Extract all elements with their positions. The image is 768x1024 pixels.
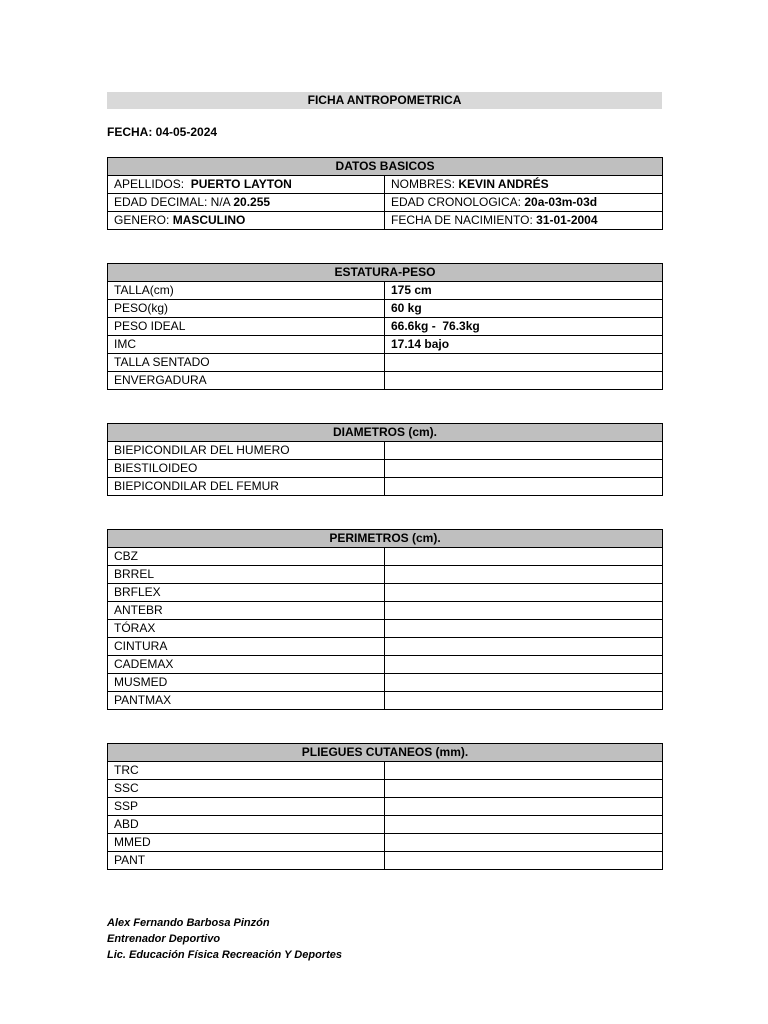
row-label: BIEPICONDILAR DEL FEMUR — [108, 478, 385, 496]
row-label: PESO(kg) — [108, 300, 385, 318]
table-row — [108, 674, 663, 692]
table-row — [108, 300, 663, 318]
row-label: SSP — [108, 798, 385, 816]
table-row — [108, 336, 663, 354]
row-label: MUSMED — [108, 674, 385, 692]
table-row — [108, 762, 663, 780]
row-value — [385, 372, 663, 390]
diametros-table — [107, 423, 663, 496]
row-label: BRFLEX — [108, 584, 385, 602]
page-title: FICHA ANTROPOMETRICA — [107, 92, 662, 109]
table-row — [108, 852, 663, 870]
signature-degree: Lic. Educación Física Recreación Y Deportes — [107, 949, 342, 961]
row-label: BIEPICONDILAR DEL HUMERO — [108, 442, 385, 460]
row-label: ANTEBR — [108, 602, 385, 620]
edad-decimal-value: 20.255 — [233, 195, 271, 209]
fecha: FECHA: 04-05-2024 — [107, 125, 218, 139]
row-label: TALLA SENTADO — [108, 354, 385, 372]
row-label: BIESTILOIDEO — [108, 460, 385, 478]
row-label: TALLA(cm) — [108, 282, 385, 300]
row-value: 66.6kg - 76.3kg — [385, 318, 663, 336]
perimetros-header: PERIMETROS (cm). — [108, 530, 663, 548]
table-row — [108, 282, 663, 300]
row-value — [385, 460, 663, 478]
row-value — [385, 638, 663, 656]
table-row — [108, 692, 663, 710]
row-value — [385, 780, 663, 798]
row-value — [385, 674, 663, 692]
table-row — [108, 478, 663, 496]
signature-block — [107, 915, 342, 963]
signature-name: Alex Fernando Barbosa Pinzón — [107, 917, 270, 929]
table-row — [108, 834, 663, 852]
fecha-nacimiento-cell — [385, 212, 663, 230]
nombres-label: NOMBRES: — [391, 177, 456, 191]
row-label: IMC — [108, 336, 385, 354]
edad-cronologica-label: EDAD CRONOLOGICA: — [391, 195, 522, 209]
edad-cronologica-value: 20a-03m-03d — [524, 195, 598, 209]
row-label: ABD — [108, 816, 385, 834]
apellidos-cell — [108, 176, 385, 194]
row-value — [385, 798, 663, 816]
table-row — [108, 354, 663, 372]
nombres-cell — [385, 176, 663, 194]
apellidos-value: PUERTO LAYTON — [190, 177, 292, 191]
row-value — [385, 852, 663, 870]
table-row — [108, 798, 663, 816]
row-value — [385, 548, 663, 566]
row-label: BRREL — [108, 566, 385, 584]
row-value — [385, 566, 663, 584]
row-value — [385, 834, 663, 852]
table-row — [108, 620, 663, 638]
table-row — [108, 548, 663, 566]
row-label: PESO IDEAL — [108, 318, 385, 336]
row-value: 175 cm — [385, 282, 663, 300]
perimetros-table — [107, 529, 663, 710]
table-row — [108, 584, 663, 602]
edad-decimal-cell — [108, 194, 385, 212]
pliegues-table — [107, 743, 663, 870]
genero-value: MASCULINO — [172, 213, 246, 227]
row-label: TÓRAX — [108, 620, 385, 638]
fecha-nacimiento-label: FECHA DE NACIMIENTO: — [391, 213, 533, 227]
datos-basicos-table — [107, 157, 663, 230]
row-value — [385, 656, 663, 674]
table-row — [108, 442, 663, 460]
fecha-nacimiento-value: 31-01-2004 — [536, 213, 598, 227]
table-row — [108, 318, 663, 336]
row-value — [385, 620, 663, 638]
pliegues-header: PLIEGUES CUTANEOS (mm). — [108, 744, 663, 762]
genero-label: GENERO: — [114, 213, 170, 227]
datos-basicos-header: DATOS BASICOS — [108, 158, 663, 176]
nombres-value: KEVIN ANDRÉS — [458, 177, 549, 191]
row-label: CBZ — [108, 548, 385, 566]
row-label: PANT — [108, 852, 385, 870]
row-label: ENVERGADURA — [108, 372, 385, 390]
table-row — [108, 638, 663, 656]
table-row — [108, 780, 663, 798]
table-row — [108, 372, 663, 390]
row-value — [385, 584, 663, 602]
row-label: SSC — [108, 780, 385, 798]
apellidos-label: APELLIDOS: — [114, 177, 185, 191]
table-row — [108, 656, 663, 674]
row-label: CINTURA — [108, 638, 385, 656]
row-value — [385, 602, 663, 620]
row-label: MMED — [108, 834, 385, 852]
row-label: CADEMAX — [108, 656, 385, 674]
row-value: 60 kg — [385, 300, 663, 318]
table-row — [108, 566, 663, 584]
row-value — [385, 478, 663, 496]
edad-cronologica-cell — [385, 194, 663, 212]
estatura-peso-header: ESTATURA-PESO — [108, 264, 663, 282]
genero-cell — [108, 212, 385, 230]
row-value — [385, 442, 663, 460]
estatura-peso-table — [107, 263, 663, 390]
row-value — [385, 762, 663, 780]
row-value — [385, 692, 663, 710]
row-value — [385, 816, 663, 834]
row-label: TRC — [108, 762, 385, 780]
table-row — [108, 602, 663, 620]
signature-role: Entrenador Deportivo — [107, 933, 221, 945]
edad-decimal-label: EDAD DECIMAL: N/A — [114, 195, 231, 209]
table-row — [108, 460, 663, 478]
diametros-header: DIAMETROS (cm). — [108, 424, 663, 442]
row-label: PANTMAX — [108, 692, 385, 710]
row-value: 17.14 bajo — [385, 336, 663, 354]
row-value — [385, 354, 663, 372]
table-row — [108, 816, 663, 834]
